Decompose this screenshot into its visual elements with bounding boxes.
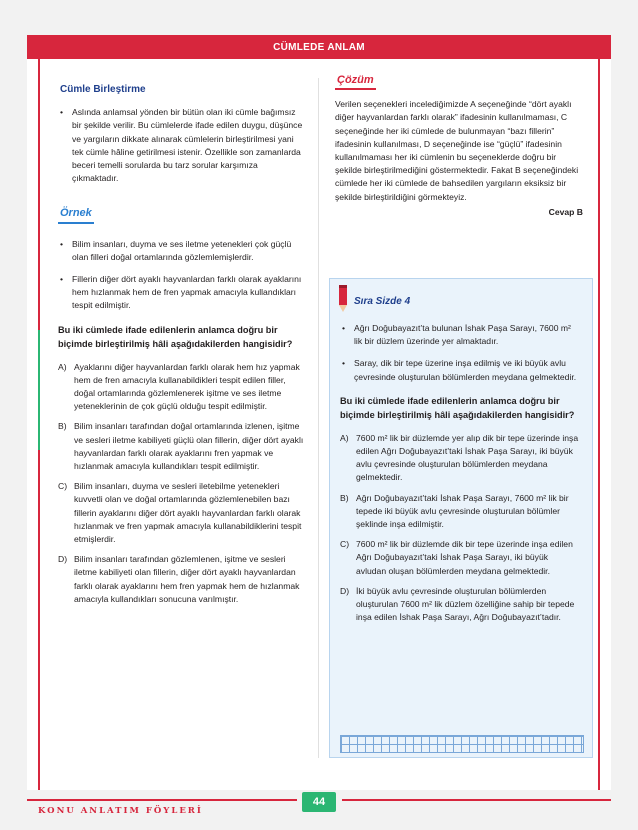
column-divider bbox=[318, 78, 319, 758]
pencil-icon bbox=[335, 283, 351, 313]
practice-option-c bbox=[340, 538, 580, 578]
practice-option-b bbox=[340, 492, 580, 532]
option-b-text: Bilim insanları tarafından doğal ortamlarında izlenen, işitme ve sesleri iletme kabiliyeti güçlü olan fillerin, diğer dört ayaklı hayvanlardan farklı olarak ayaklarını fren yapmak ve hızlanmak amacıyla kullandıkları tespit edilmiştir. bbox=[74, 421, 304, 472]
practice-option-a-text: 7600 m² lik bir düzlemde yer alıp dik bir tepe üzerinde inşa edilen Ağrı Doğubayazıt’taki İshak Paşa Sarayı, iki büyük avlu çevresinde oluşturulan bölümlerden meydana gelmektedir. bbox=[356, 432, 579, 483]
option-b bbox=[58, 420, 306, 473]
practice-option-d bbox=[340, 585, 580, 625]
example-bullet-1: • Bilim insanları, duyma ve ses iletme yetenekleri çok güçlü olan filleri doğal ortamlarında gözlemlemişlerdir. bbox=[58, 238, 306, 264]
cozum-badge: Çözüm bbox=[335, 74, 376, 90]
practice-content bbox=[340, 322, 580, 631]
option-d-text: Bilim insanları tarafından gözlemlenen, işitme ve sesleri iletme kabiliyeti olan fillerin, diğer dört ayaklı hayvanlardan farklı olarak ayaklarını hem fren yapmak hem de hızlanmak amacıyla kullandıkları sonucuna varılmıştır. bbox=[74, 554, 300, 604]
book-title: KONU ANLATIM FÖYLERİ bbox=[38, 806, 203, 816]
intro-list bbox=[58, 106, 306, 185]
practice-bullet-2: • Saray, dik bir tepe üzerine inşa edilmiş ve iki büyük avlu çevresinde oluşturulan bölümlerden meydana gelmektedir. bbox=[340, 357, 580, 383]
section-banner bbox=[27, 35, 611, 59]
practice-option-d-label: D) bbox=[340, 585, 350, 596]
practice-option-b-label: B) bbox=[340, 492, 349, 503]
answer-grid[interactable] bbox=[340, 735, 584, 753]
option-c-label: C) bbox=[58, 481, 68, 492]
practice-option-c-text: 7600 m² lik bir düzlemde dik bir tepe üzerinde inşa edilen Ağrı Doğubayazıt’taki İshak Paşa Sarayı, iki büyük avludan oluşan bölümlerden meydana gelmektedir. bbox=[356, 539, 573, 576]
green-accent-line bbox=[38, 330, 40, 450]
footer-line-left bbox=[27, 799, 297, 801]
ornek-badge: Örnek bbox=[58, 207, 94, 223]
answer-label: Cevap B bbox=[548, 206, 583, 217]
example-bullet-2: • Fillerin diğer dört ayaklı hayvanlardan farklı olarak ayaklarını hem hızlanmak hem de fren yapmak amacıyla kullandıkları tespit edilmiştir. bbox=[58, 273, 306, 313]
option-d bbox=[58, 553, 306, 606]
intro-paragraph: • Aslında anlamsal yönden bir bütün olan iki cümle bağımsız bir şekilde verilir. Bu cümlelerde ifade edilen duygu, düşünce ve yargıların dikkate alınarak cümlelerin birleştirilmesi yani tek cümle hâline getirilmesi istenir. Özellikle son zamanlarda beceri temelli sorularda bu tarz sorular karşımıza çıkmaktadır. bbox=[58, 106, 306, 185]
topic-heading: Cümle Birleştirme bbox=[60, 84, 146, 95]
footer-line-right bbox=[342, 799, 611, 801]
practice-option-a-label: A) bbox=[340, 432, 349, 443]
option-a-label: A) bbox=[58, 361, 67, 372]
practice-option-b-text: Ağrı Doğubayazıt’taki İshak Paşa Sarayı, 7600 m² lik bir tepede iki büyük avlu çevresinde oluşturulan bölümler şeklinde inşa edilmiştir. bbox=[356, 492, 569, 530]
practice-option-c-label: C) bbox=[340, 539, 350, 550]
practice-option-a bbox=[340, 432, 580, 485]
practice-question: Bu iki cümlede ifade edilenlerin anlamca doğru bir biçimde birleştirilmiş hâli aşağıdakilerden hangisidir? bbox=[340, 395, 575, 420]
practice-bullet-1: • Ağrı Doğubayazıt’ta bulunan İshak Paşa Sarayı, 7600 m² lik bir düzlem üzerinde yer almaktadır. bbox=[340, 322, 580, 348]
page-number: 44 bbox=[302, 792, 336, 812]
practice-bullets bbox=[340, 322, 580, 384]
option-a bbox=[58, 361, 306, 414]
right-frame-line bbox=[598, 59, 600, 790]
practice-title: Sıra Sizde 4 bbox=[354, 296, 411, 307]
option-a-text: Ayaklarını diğer hayvanlardan farklı olarak hem hız yapmak hem de fren amacıyla kullanabildikleri tespit edilen filler, doğal ortamlarında gözlemlenerek işitme ve ses iletme yeteneklerinin de çok güçlü olduğu tespit edilmiştir. bbox=[74, 361, 300, 412]
option-c-text: Bilim insanları, duyma ve sesleri iletebilme yetenekleri kuvvetli olan ve doğal ortamlarında gözlemlenebilen bazı fillerin ayaklarını diğer dört ayaklı hayvanlardan farklı olarak hızlanmak ve fren yapmak amacıyla kullanabildiklerini tespit etmişlerdir. bbox=[74, 481, 302, 545]
option-d-label: D) bbox=[58, 554, 68, 565]
practice-option-d-text: İki büyük avlu çevresinde oluşturulan bölümlerden oluşturulan 7600 m² lik düzlem özelliğine sahip bir tepede inşa edilen İshak Paşa Sarayı, Ağrı Doğubayazıt’tadır. bbox=[356, 585, 575, 623]
right-column bbox=[335, 74, 583, 219]
example-bullets bbox=[58, 238, 306, 313]
option-b-label: B) bbox=[58, 421, 67, 432]
solution-text: Verilen seçenekleri incelediğimizde A seçeneğinde “dört ayaklı diğer hayvanlardan farklı olarak” ifadesinin kullanılmaması, C seçeneğinde her iki cümlede de bulunmayan “bazı fillerin” ifadesinin kullanılması, D seçeneğinde ise “güçlü” ifadesinin kullanılmaması her iki cümlenin bu seçeneklerde doğru bir şekilde birleştirilmediğini göstermektedir. Fakat B seçeneğindeki cümlede her iki cümlede de bahsedilen yargıların eksiksiz bir şekilde birleştirildiğini görmekteyiz. bbox=[335, 99, 579, 202]
option-c bbox=[58, 480, 306, 546]
section-title: CÜMLEDE ANLAM bbox=[273, 41, 365, 53]
left-column bbox=[58, 83, 306, 613]
example-question: Bu iki cümlede ifade edilenlerin anlamca doğru bir biçimde birleştirilmiş hâli aşağıdakilerden hangisidir? bbox=[58, 324, 293, 349]
